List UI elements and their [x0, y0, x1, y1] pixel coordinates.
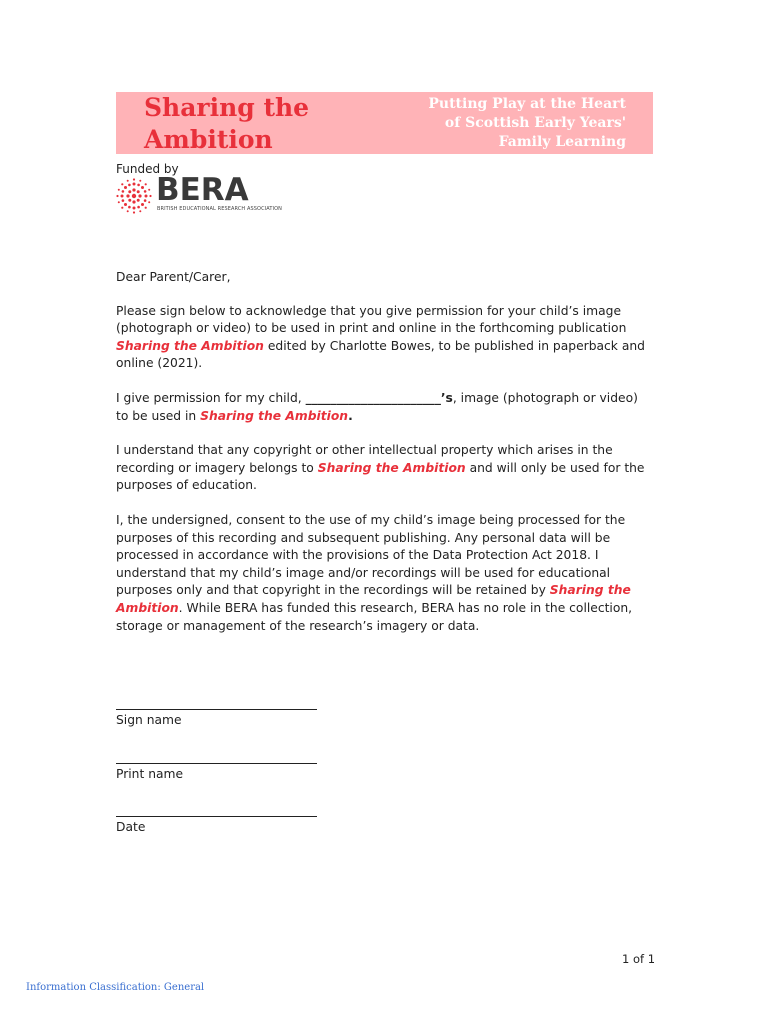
- sign-name-line[interactable]: [116, 709, 317, 710]
- funded-by-label: Funded by: [116, 162, 179, 176]
- p1-text-before: Please sign below to acknowledge that you give permission for your child’s image (photograph or video) to be used in print and online in the forthcoming publication: [116, 303, 627, 336]
- p4-text-before: I, the undersigned, consent to the use of my child’s image being processed for the purposes of this recording and subsequent publishing. Any personal data will be processed in accordance with the provisions of the Data Protection Act 2018. I understand that my child’s image and/or recordings will be used for educational purposes only and that copyright in the recordings will be retained by: [116, 512, 626, 598]
- p2-publication-name: Sharing the Ambition: [200, 408, 349, 423]
- tagline-line3: Family Learning: [498, 134, 626, 150]
- paragraph-child-permission: [116, 390, 646, 425]
- page-number: 1 of 1: [622, 952, 656, 966]
- print-name-line[interactable]: [116, 763, 317, 764]
- sign-name-label: Sign name: [116, 713, 182, 727]
- publication-tagline: [428, 95, 626, 152]
- p1-text-after: edited by Charlotte Bowes, to be published in paperback and online (2021).: [116, 338, 645, 371]
- publication-title-line2: Ambition: [144, 125, 273, 154]
- tagline-line2: of Scottish Early Years': [444, 115, 626, 131]
- paragraph-copyright: [116, 442, 646, 495]
- p2-text-before: I give permission for my child,: [116, 390, 306, 405]
- tagline-line1: Putting Play at the Heart: [428, 96, 626, 112]
- paragraph-data-consent: [116, 512, 646, 635]
- consent-letter-body: [116, 269, 646, 652]
- p2-text-end: .: [348, 408, 353, 423]
- paragraph-permission-request: [116, 303, 646, 373]
- p3-text-after: and will only be used for the purposes of education.: [116, 460, 645, 493]
- child-name-blank: ______________________’s: [305, 390, 453, 405]
- p4-publication-name: Sharing the Ambition: [116, 583, 631, 615]
- print-name-label: Print name: [116, 767, 184, 781]
- bera-wordmark: BERA: [156, 172, 249, 208]
- p3-publication-name: Sharing the Ambition: [317, 460, 466, 475]
- information-classification: Information Classification: General: [26, 982, 205, 993]
- date-label: Date: [116, 820, 146, 834]
- header-banner: [116, 92, 653, 154]
- publication-title: [144, 92, 309, 156]
- publication-title-line1: Sharing the: [144, 93, 310, 122]
- bera-starburst-icon: [116, 178, 152, 214]
- salutation: Dear Parent/Carer,: [116, 270, 231, 284]
- date-line[interactable]: [116, 816, 317, 817]
- p2-text-middle: , image (photograph or video) to be used in: [116, 390, 638, 423]
- bera-logo: [116, 172, 306, 216]
- p1-publication-name: Sharing the Ambition: [116, 338, 264, 353]
- p4-text-after: . While BERA has funded this research, BERA has no role in the collection, storage or management of the research’s imagery or data.: [116, 600, 633, 633]
- p3-text-before: I understand that any copyright or other intellectual property which arises in the recording or imagery belongs to: [116, 443, 613, 475]
- bera-subtitle: BRITISH EDUCATIONAL RESEARCH ASSOCIATION: [157, 206, 282, 212]
